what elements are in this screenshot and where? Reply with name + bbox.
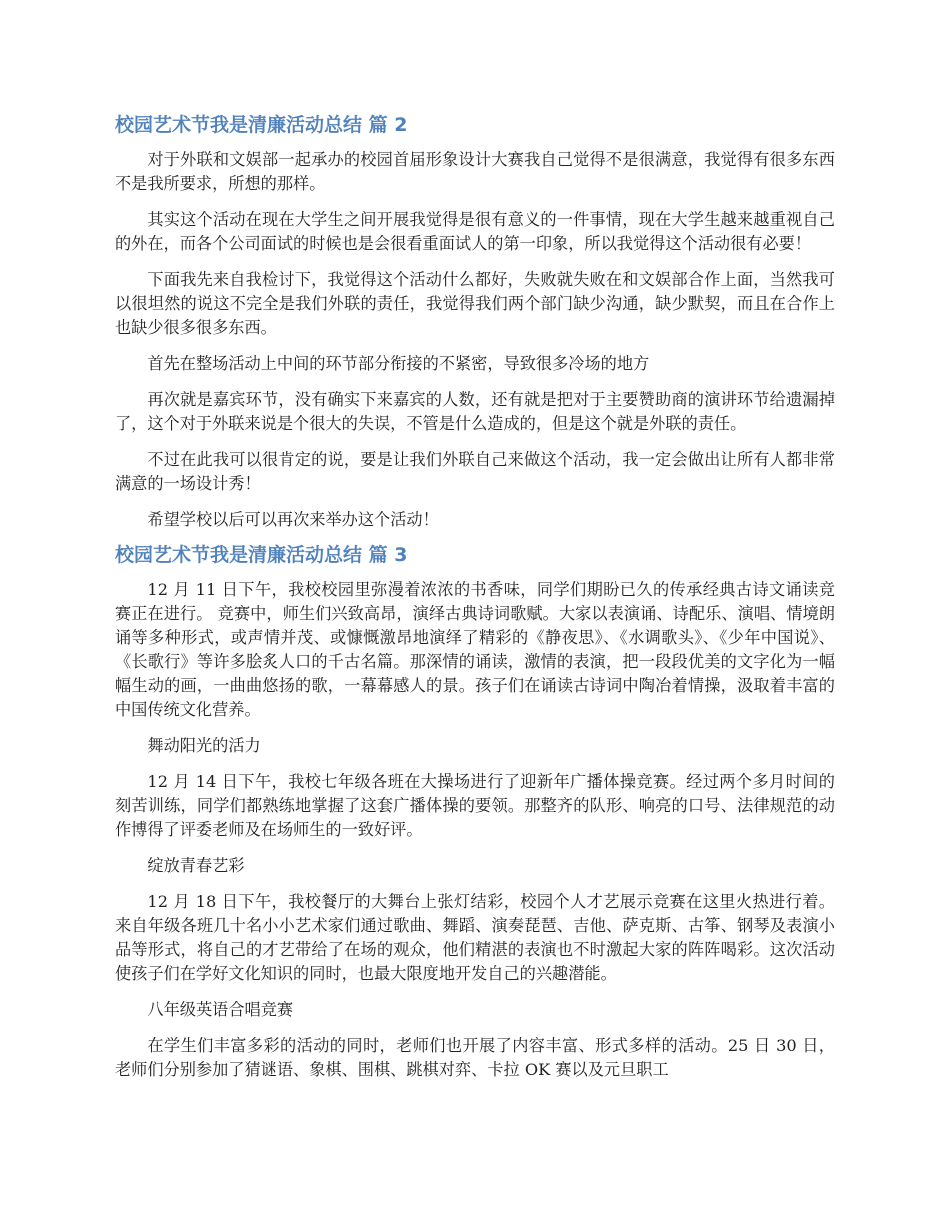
subheading-paragraph: 八年级英语合唱竞赛 [147,1000,294,1019]
paragraph: 12 月 11 日下午，我校校园里弥漫着浓浓的书香味，同学们期盼已久的传承经典古诗文诵读竞赛正在进行。 竞赛中，师生们兴致高昂，演绎古典诗词歌赋。大家以表演诵、诗配乐、演唱、情境朗诵等多种形式，或声情并茂、或慷慨激昂地演绎了精彩的《静夜思》、《水调歌头》、《少年中国说》、《长歌行》等许多脍炙人口的千古名篇。那深情的诵读，激情的表演，把一段段优美的文字化为一幅幅生动的画，一曲曲悠扬的歌，一幕幕感人的景。孩子们在诵读古诗词中陶冶着情操，汲取着丰富的中国传统文化营养。 [115,580,835,719]
section-2 [115,112,835,532]
paragraph: 首先在整场活动上中间的环节部分衔接的不紧密，导致很多冷场的地方 [147,354,650,373]
paragraph: 对于外联和文娱部一起承办的校园首届形象设计大赛我自己觉得不是很满意，我觉得有很多东西不是我所要求，所想的那样。 [115,150,835,193]
paragraph: 不过在此我可以很肯定的说，要是让我们外联自己来做这个活动，我一定会做出让所有人都非常满意的一场设计秀！ [115,450,835,493]
paragraph: 希望学校以后可以再次来举办这个活动！ [147,510,439,529]
paragraph: 其实这个活动在现在大学生之间开展我觉得是很有意义的一件事情，现在大学生越来越重视自己的外在，而各个公司面试的时候也是会很看重面试人的第一印象，所以我觉得这个活动很有必要！ [115,210,835,253]
paragraph: 再次就是嘉宾环节，没有确实下来嘉宾的人数，还有就是把对于主要赞助商的演讲环节给遗漏掉了，这个对于外联来说是个很大的失误，不管是什么造成的，但是这个就是外联的责任。 [115,390,835,433]
subheading-paragraph: 舞动阳光的活力 [147,736,261,755]
paragraph: 下面我先来自我检讨下，我觉得这个活动什么都好，失败就失败在和文娱部合作上面，当然我可以很坦然的说这不完全是我们外联的责任，我觉得我们两个部门缺少沟通，缺少默契，而且在合作上也缺少很多很多东西。 [115,270,835,337]
subheading-paragraph: 绽放青春艺彩 [147,856,245,875]
section-heading: 校园艺术节我是清廉活动总结 篇 2 [115,114,408,136]
paragraph: 12 月 18 日下午，我校餐厅的大舞台上张灯结彩，校园个人才艺展示竞赛在这里火热进行着。来自年级各班几十名小小艺术家们通过歌曲、舞蹈、演奏琵琶、吉他、萨克斯、古筝、钢琴及表演小品等形式，将自己的才艺带给了在场的观众，他们精湛的表演也不时激起大家的阵阵喝彩。这次活动使孩子们在学好文化知识的同时，也最大限度地开发自己的兴趣潜能。 [115,892,835,983]
section-3 [115,542,835,1082]
paragraph: 在学生们丰富多彩的活动的同时，老师们也开展了内容丰富、形式多样的活动。25 日 30 日，老师们分别参加了猜谜语、象棋、围棋、跳棋对弈、卡拉 OK 赛以及元旦职工 [115,1036,835,1079]
paragraph: 12 月 14 日下午，我校七年级各班在大操场进行了迎新年广播体操竞赛。经过两个多月时间的刻苦训练，同学们都熟练地掌握了这套广播体操的要领。那整齐的队形、响亮的口号、法律规范的动作博得了评委老师及在场师生的一致好评。 [115,772,835,839]
section-heading: 校园艺术节我是清廉活动总结 篇 3 [115,544,408,566]
